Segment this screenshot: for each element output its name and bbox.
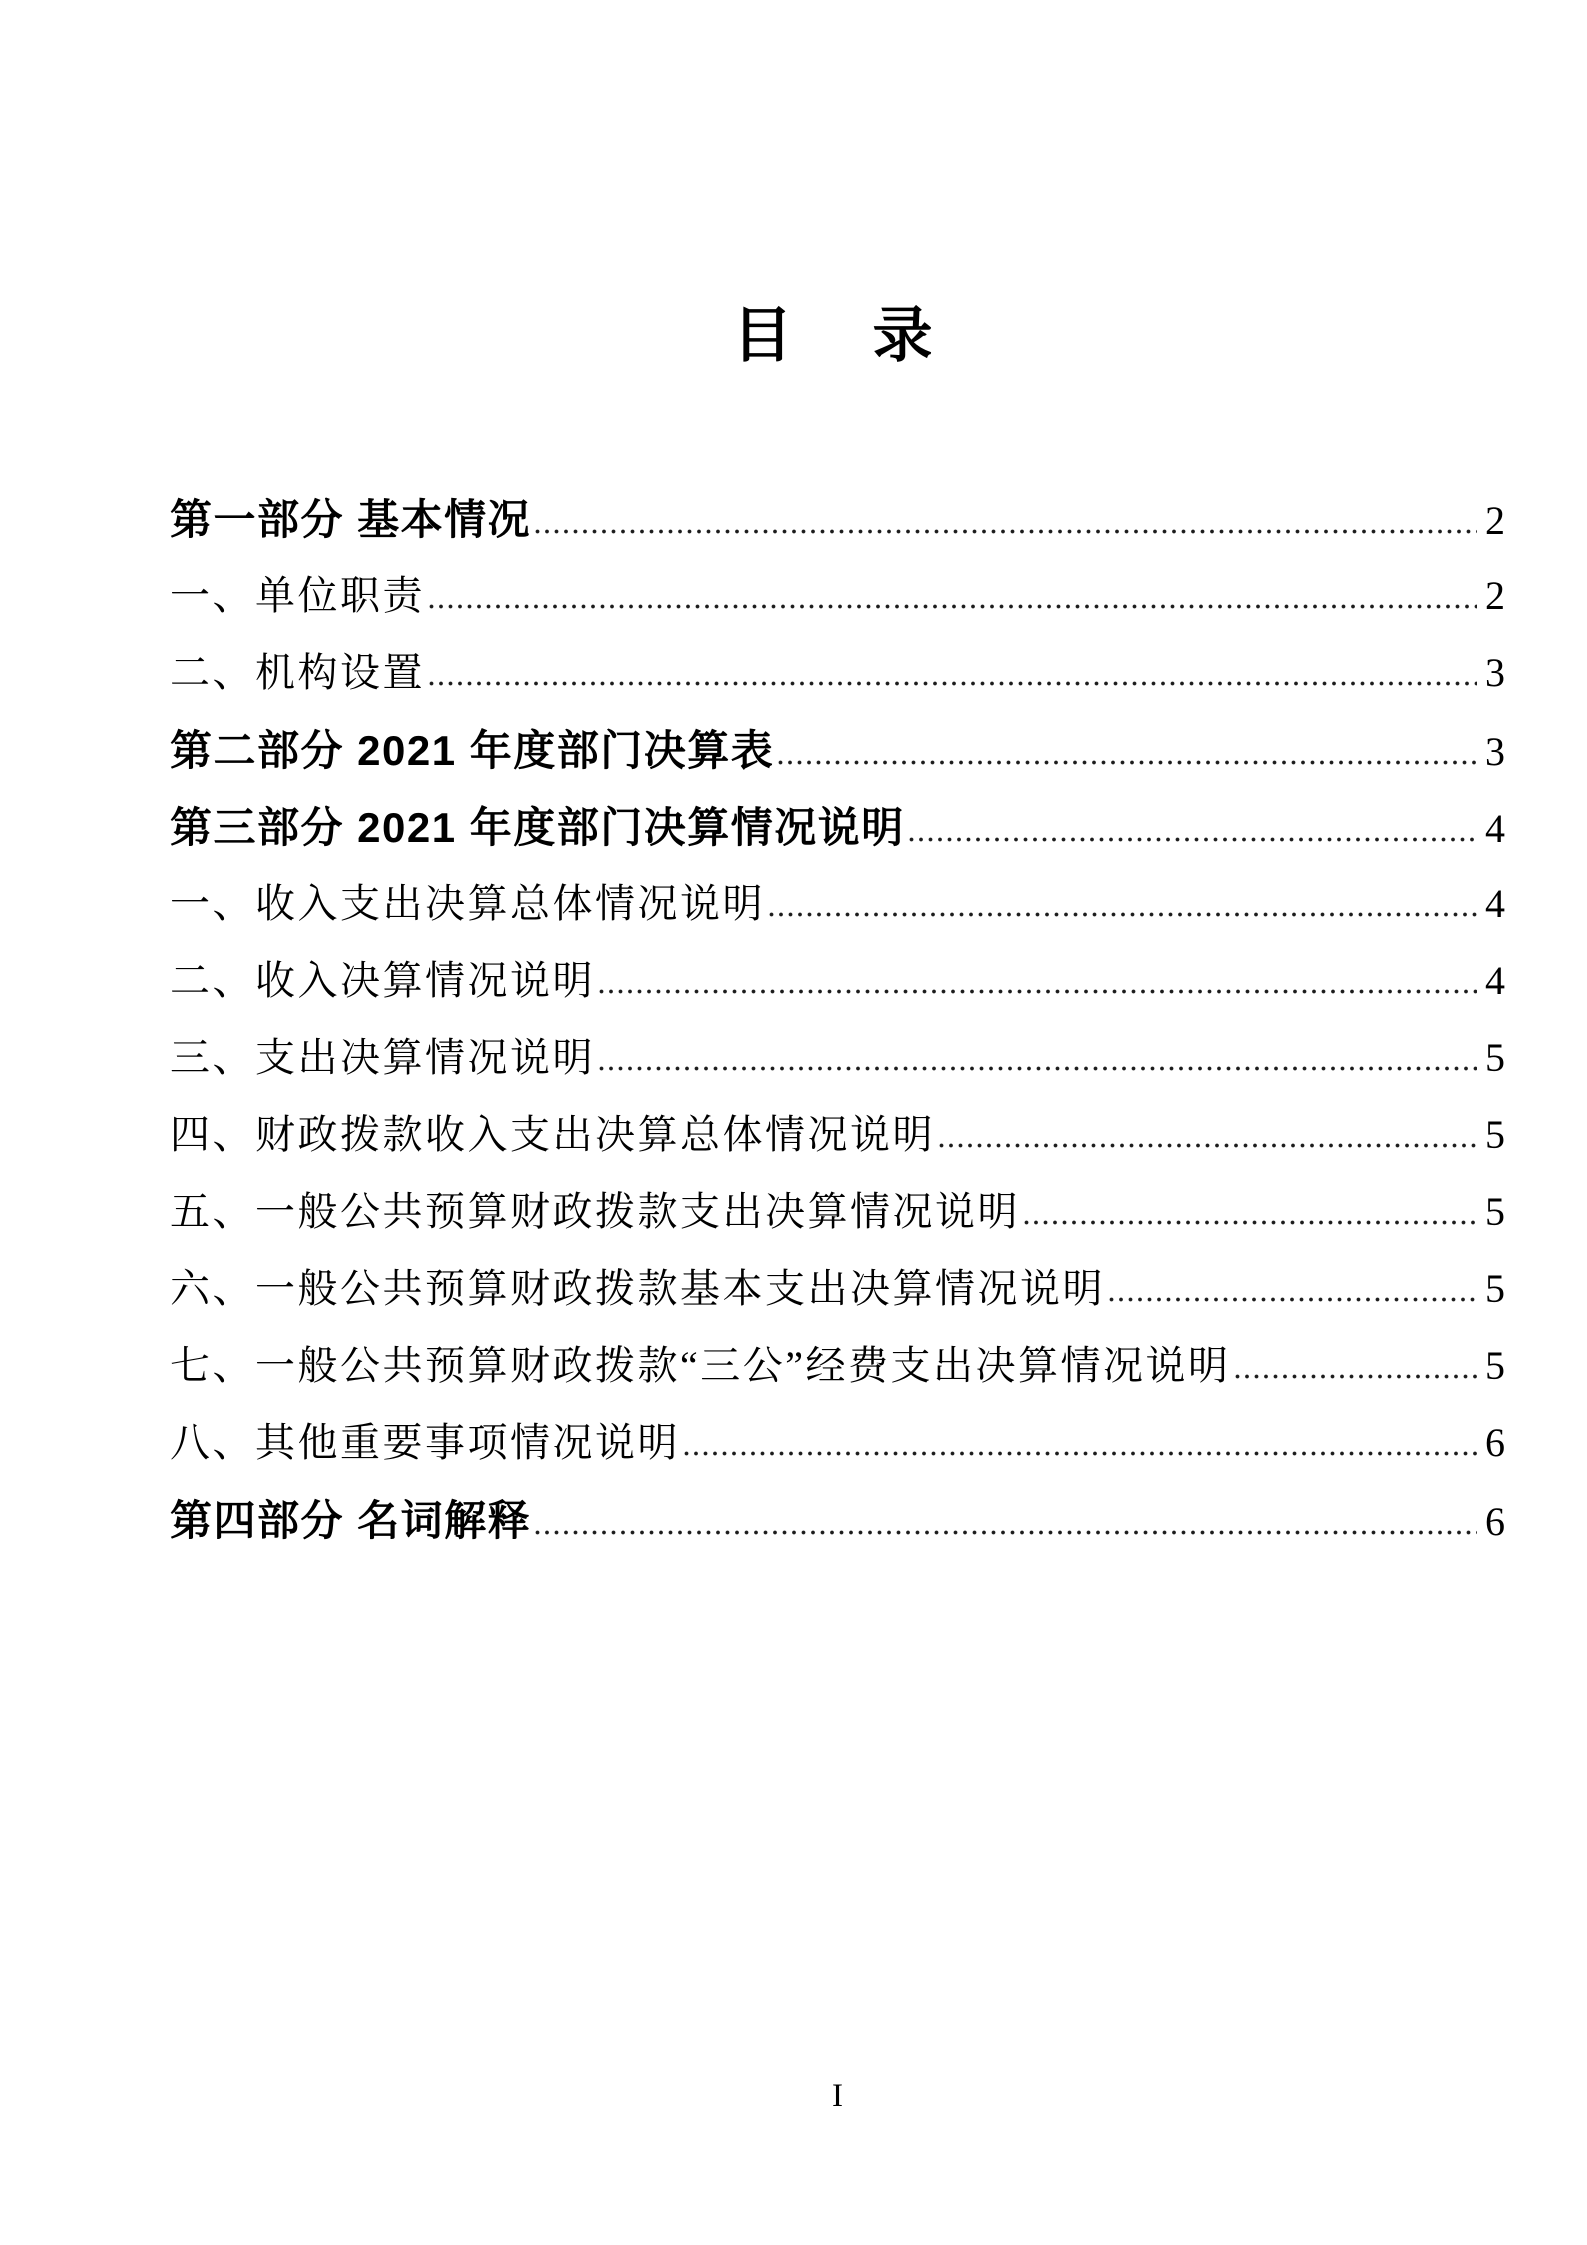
toc-entry-page-number: 2: [1485, 573, 1505, 618]
toc-leader-dots: [769, 912, 1477, 917]
toc-leader-dots: [684, 1451, 1477, 1456]
toc-entry-label: 三、支出决算情况说明: [170, 1035, 595, 1080]
toc-leader-dots: [1024, 1220, 1477, 1225]
toc-entry-page-number: 5: [1485, 1112, 1505, 1157]
toc-entry[interactable]: [170, 727, 1505, 804]
toc-entry-page-number: 6: [1485, 1420, 1505, 1465]
toc-entry[interactable]: [170, 1112, 1505, 1189]
toc-entry-label: 八、其他重要事项情况说明: [170, 1420, 680, 1465]
toc-entry[interactable]: [170, 1189, 1505, 1266]
toc-entry-label: 第二部分 2021 年度部门决算表: [170, 727, 775, 774]
toc-leader-dots: [909, 837, 1477, 842]
table-of-contents: [170, 496, 1505, 1574]
toc-entry-page-number: 3: [1485, 650, 1505, 695]
toc-entry[interactable]: [170, 496, 1505, 573]
toc-entry-page-number: 5: [1485, 1189, 1505, 1234]
toc-leader-dots: [939, 1143, 1477, 1148]
toc-entry-label: 一、单位职责: [170, 573, 425, 618]
toc-entry[interactable]: [170, 573, 1505, 650]
toc-leader-dots: [1235, 1374, 1477, 1379]
toc-entry-label: 五、一般公共预算财政拨款支出决算情况说明: [170, 1189, 1020, 1234]
toc-entry-label: 一、收入支出决算总体情况说明: [170, 881, 765, 926]
toc-leader-dots: [1109, 1297, 1477, 1302]
toc-entry-page-number: 4: [1485, 958, 1505, 1003]
toc-entry[interactable]: [170, 881, 1505, 958]
toc-entry-label: 第四部分 名词解释: [170, 1497, 532, 1544]
toc-entry[interactable]: [170, 1266, 1505, 1343]
toc-entry[interactable]: [170, 1420, 1505, 1497]
toc-entry-label: 第三部分 2021 年度部门决算情况说明: [170, 804, 905, 851]
toc-entry-label: 二、收入决算情况说明: [170, 958, 595, 1003]
toc-leader-dots: [535, 529, 1477, 534]
toc-entry-label: 七、一般公共预算财政拨款“三公”经费支出决算情况说明: [170, 1343, 1231, 1388]
toc-entry-page-number: 2: [1485, 498, 1505, 543]
toc-leader-dots: [599, 989, 1477, 994]
toc-entry[interactable]: [170, 958, 1505, 1035]
toc-entry[interactable]: [170, 1035, 1505, 1112]
page-footer-number: I: [832, 2078, 843, 2114]
toc-entry-label: 二、机构设置: [170, 650, 425, 695]
toc-entry-page-number: 6: [1485, 1499, 1505, 1544]
toc-entry[interactable]: [170, 1497, 1505, 1574]
toc-entry[interactable]: [170, 650, 1505, 727]
toc-entry-page-number: 4: [1485, 806, 1505, 851]
toc-entry-page-number: 5: [1485, 1035, 1505, 1080]
toc-entry[interactable]: [170, 1343, 1505, 1420]
toc-entry-page-number: 5: [1485, 1343, 1505, 1388]
toc-entry-page-number: 4: [1485, 881, 1505, 926]
toc-entry[interactable]: [170, 804, 1505, 881]
toc-leader-dots: [778, 760, 1477, 765]
toc-entry-label: 四、财政拨款收入支出决算总体情况说明: [170, 1112, 935, 1157]
toc-entry-page-number: 3: [1485, 729, 1505, 774]
toc-entry-label: 第一部分 基本情况: [170, 496, 532, 543]
toc-entry-label: 六、一般公共预算财政拨款基本支出决算情况说明: [170, 1266, 1105, 1311]
toc-leader-dots: [535, 1530, 1477, 1535]
toc-entry-page-number: 5: [1485, 1266, 1505, 1311]
toc-leader-dots: [429, 681, 1477, 686]
page-title: 目 录: [732, 303, 943, 369]
toc-leader-dots: [429, 604, 1477, 609]
toc-leader-dots: [599, 1066, 1477, 1071]
